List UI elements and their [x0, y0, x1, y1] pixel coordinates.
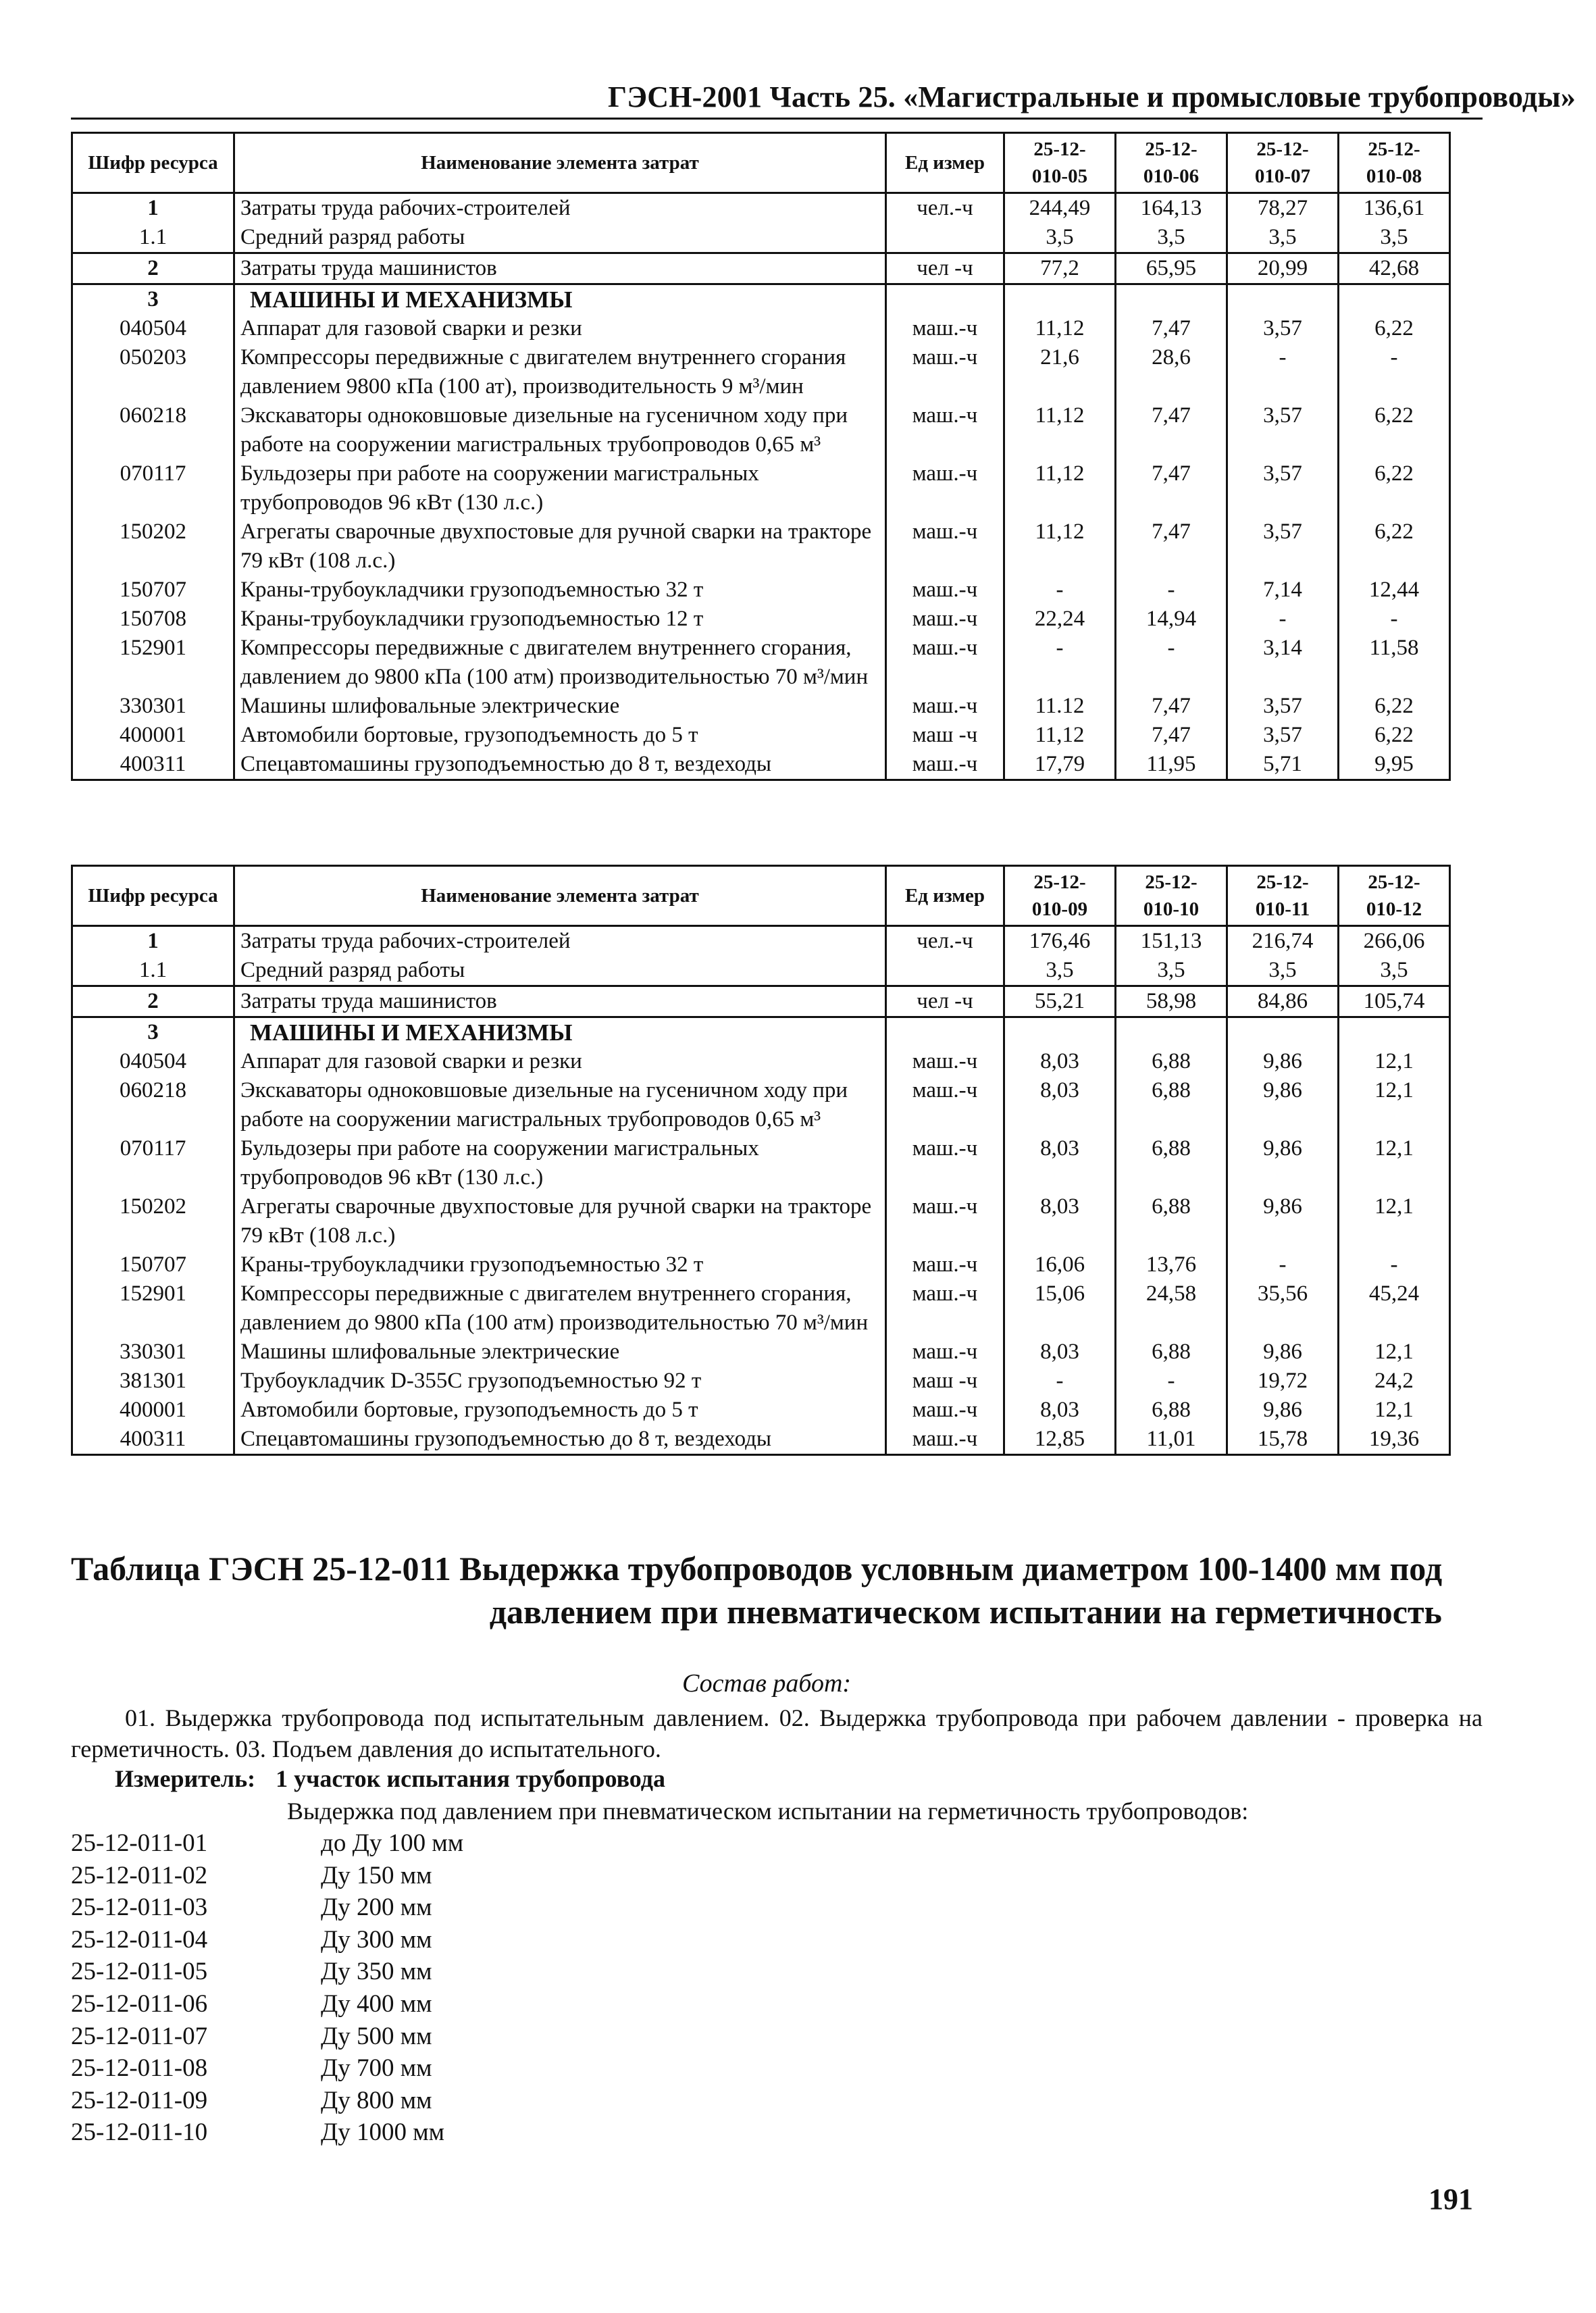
resource-code: 1.1: [72, 223, 234, 253]
norm-description: Ду 400 мм: [321, 1989, 432, 2018]
value-cell: [1227, 284, 1339, 315]
table-row: [72, 193, 1450, 224]
resource-table-2: [71, 865, 1451, 1456]
value-cell: 19,72: [1227, 1367, 1339, 1396]
unit-cell: маш.-ч: [886, 343, 1004, 401]
unit-cell: чел -ч: [886, 253, 1004, 284]
resource-code: 150202: [72, 1192, 234, 1250]
table-row: [72, 956, 1450, 986]
resource-name: Затраты труда рабочих-строителей: [234, 193, 886, 224]
value-cell: 11,12: [1004, 721, 1116, 750]
unit-cell: маш.-ч: [886, 314, 1004, 343]
resource-name: Агрегаты сварочные двухпостовые для ручной сварки на тракторе 79 кВт (108 л.с.): [234, 517, 886, 576]
table-row: [72, 1279, 1450, 1338]
unit-cell: маш -ч: [886, 721, 1004, 750]
unit-cell: маш.-ч: [886, 401, 1004, 459]
table-row: [72, 1017, 1450, 1048]
resource-code: 400311: [72, 1425, 234, 1455]
value-cell: 9,86: [1227, 1047, 1339, 1076]
unit-cell: [886, 956, 1004, 986]
value-cell: -: [1339, 1250, 1450, 1279]
resource-code: 330301: [72, 1338, 234, 1367]
resource-code: 150708: [72, 605, 234, 634]
resource-code: 152901: [72, 1279, 234, 1338]
unit-cell: маш.-ч: [886, 1279, 1004, 1338]
norm-description: Ду 350 мм: [321, 1958, 432, 1986]
table-row: [72, 1396, 1450, 1425]
list-item: [71, 2116, 463, 2149]
list-item: [71, 1988, 463, 2020]
resource-code: 3: [72, 1017, 234, 1048]
resource-name: Компрессоры передвижные с двигателем внутреннего сгорания, давлением до 9800 кПа (100 атм) производительностью 70 м³/мин: [234, 1279, 886, 1338]
norm-code: 25-12-011-09: [71, 2086, 208, 2114]
value-cell: [1116, 1017, 1227, 1048]
norm-code: 25-12-011-02: [71, 1861, 208, 1889]
resource-name: Автомобили бортовые, грузоподъемность до 5 т: [234, 1396, 886, 1425]
unit-cell: маш.-ч: [886, 1076, 1004, 1134]
value-cell: 9,95: [1339, 750, 1450, 780]
value-cell: 7,14: [1227, 576, 1339, 605]
value-cell: 3,5: [1116, 956, 1227, 986]
value-cell: 9,86: [1227, 1338, 1339, 1367]
measure-unit: Измеритель: 1 участок испытания трубопровода: [115, 1765, 665, 1792]
value-cell: 11.12: [1004, 692, 1116, 721]
value-cell: 12,1: [1339, 1192, 1450, 1250]
col-norm-header: 25-12- 010-08: [1339, 133, 1450, 193]
value-cell: 11,12: [1004, 401, 1116, 459]
norm-description: до Ду 100 мм: [321, 1829, 464, 1857]
norm-code-list: [71, 1827, 463, 2149]
value-cell: 6,88: [1116, 1396, 1227, 1425]
norm-code: 25-12-011-03: [71, 1893, 208, 1922]
value-cell: 65,95: [1116, 253, 1227, 284]
unit-cell: маш.-ч: [886, 605, 1004, 634]
value-cell: 15,06: [1004, 1279, 1116, 1338]
col-norm-header: 25-12- 010-05: [1004, 133, 1116, 193]
unit-cell: [886, 1017, 1004, 1048]
value-cell: [1227, 1017, 1339, 1048]
table-row: [72, 223, 1450, 253]
norm-code: 25-12-011-07: [71, 2022, 208, 2050]
resource-name: МАШИНЫ И МЕХАНИЗМЫ: [234, 284, 886, 315]
value-cell: 9,86: [1227, 1192, 1339, 1250]
table-row: [72, 1047, 1450, 1076]
header-rule: [71, 118, 1483, 120]
unit-cell: маш.-ч: [886, 750, 1004, 780]
value-cell: 12,1: [1339, 1076, 1450, 1134]
value-cell: 9,86: [1227, 1396, 1339, 1425]
value-cell: 8,03: [1004, 1338, 1116, 1367]
resource-name: Экскаваторы одноковшовые дизельные на гусеничном ходу при работе на сооружении магистральных трубопроводов 0,65 м³: [234, 1076, 886, 1134]
value-cell: 136,61: [1339, 193, 1450, 224]
col-norm-header: 25-12- 010-07: [1227, 133, 1339, 193]
col-name-header: Наименование элемента затрат: [234, 133, 886, 193]
value-cell: 6,22: [1339, 721, 1450, 750]
col-norm-header: 25-12- 010-11: [1227, 866, 1339, 926]
value-cell: 12,44: [1339, 576, 1450, 605]
value-cell: 15,78: [1227, 1425, 1339, 1455]
table-body: [72, 193, 1450, 780]
value-cell: 9,86: [1227, 1076, 1339, 1134]
value-cell: 77,2: [1004, 253, 1116, 284]
col-norm-header: 25-12- 010-06: [1116, 133, 1227, 193]
table-row: [72, 721, 1450, 750]
work-composition-text: 01. Выдержка трубопровода под испытательным давлением. 02. Выдержка трубопровода при рабочем давлении - проверка на герметичность. 03. Подъем давления до испытательного.: [71, 1704, 1483, 1762]
resource-code: 1: [72, 926, 234, 957]
table-row: [72, 986, 1450, 1017]
unit-cell: [886, 284, 1004, 315]
norm-description: Ду 500 мм: [321, 2022, 432, 2050]
value-cell: 176,46: [1004, 926, 1116, 957]
resource-name: Экскаваторы одноковшовые дизельные на гусеничном ходу при работе на сооружении магистральных трубопроводов 0,65 м³: [234, 401, 886, 459]
norm-code: 25-12-011-01: [71, 1829, 208, 1857]
table-row: [72, 1338, 1450, 1367]
value-cell: -: [1116, 634, 1227, 692]
value-cell: 3,5: [1339, 223, 1450, 253]
unit-cell: маш.-ч: [886, 1338, 1004, 1367]
value-cell: 28,6: [1116, 343, 1227, 401]
table-row: [72, 284, 1450, 315]
value-cell: 216,74: [1227, 926, 1339, 957]
col-name-header: Наименование элемента затрат: [234, 866, 886, 926]
value-cell: 3,57: [1227, 692, 1339, 721]
unit-cell: [886, 223, 1004, 253]
value-cell: [1004, 284, 1116, 315]
resource-code: 060218: [72, 1076, 234, 1134]
value-cell: 78,27: [1227, 193, 1339, 224]
resource-code: 150707: [72, 576, 234, 605]
value-cell: 3,57: [1227, 721, 1339, 750]
value-cell: 7,47: [1116, 314, 1227, 343]
resource-code: 381301: [72, 1367, 234, 1396]
value-cell: 7,47: [1116, 459, 1227, 517]
value-cell: 6,88: [1116, 1338, 1227, 1367]
value-cell: 55,21: [1004, 986, 1116, 1017]
work-composition-heading: Состав работ:: [682, 1669, 852, 1698]
value-cell: 11,95: [1116, 750, 1227, 780]
resource-table-1: [71, 132, 1451, 781]
value-cell: 151,13: [1116, 926, 1227, 957]
value-cell: 16,06: [1004, 1250, 1116, 1279]
value-cell: 24,2: [1339, 1367, 1450, 1396]
resource-name: Затраты труда машинистов: [234, 253, 886, 284]
unit-cell: чел.-ч: [886, 926, 1004, 957]
list-item: [71, 1827, 463, 1860]
col-unit-header: Ед измер: [886, 866, 1004, 926]
col-norm-header: 25-12- 010-12: [1339, 866, 1450, 926]
value-cell: 3,5: [1339, 956, 1450, 986]
table-row: [72, 314, 1450, 343]
list-item: [71, 1956, 463, 1988]
value-cell: 6,22: [1339, 401, 1450, 459]
resource-name: Агрегаты сварочные двухпостовые для ручной сварки на тракторе 79 кВт (108 л.с.): [234, 1192, 886, 1250]
value-cell: 3,5: [1227, 956, 1339, 986]
unit-cell: маш.-ч: [886, 459, 1004, 517]
value-cell: 3,5: [1227, 223, 1339, 253]
value-cell: [1004, 1017, 1116, 1048]
norm-code: 25-12-011-06: [71, 1989, 208, 2018]
page-number: 191: [1428, 2183, 1473, 2216]
value-cell: 3,5: [1004, 956, 1116, 986]
table-header-row: [72, 866, 1450, 926]
resource-name: Затраты труда рабочих-строителей: [234, 926, 886, 957]
unit-cell: маш.-ч: [886, 517, 1004, 576]
resource-name: Аппарат для газовой сварки и резки: [234, 1047, 886, 1076]
value-cell: 84,86: [1227, 986, 1339, 1017]
unit-cell: маш.-ч: [886, 1047, 1004, 1076]
value-cell: 6,22: [1339, 692, 1450, 721]
resource-name: Аппарат для газовой сварки и резки: [234, 314, 886, 343]
table-row: [72, 401, 1450, 459]
value-cell: 8,03: [1004, 1396, 1116, 1425]
resource-code: 400001: [72, 721, 234, 750]
resource-name: Компрессоры передвижные с двигателем внутреннего сгорания, давлением до 9800 кПа (100 атм) производительностью 70 м³/мин: [234, 634, 886, 692]
value-cell: 42,68: [1339, 253, 1450, 284]
running-header: ГЭСН-2001 Часть 25. «Магистральные и промысловые трубопроводы»: [608, 80, 1576, 113]
resource-name: Компрессоры передвижные с двигателем внутреннего сгорания давлением 9800 кПа (100 ат), производительность 9 м³/мин: [234, 343, 886, 401]
resource-name: Спецавтомашины грузоподъемностью до 8 т, вездеходы: [234, 1425, 886, 1455]
list-item: [71, 1860, 463, 1892]
norm-subheading: Выдержка под давлением при пневматическом испытании на герметичность трубопроводов:: [287, 1798, 1249, 1825]
value-cell: -: [1339, 605, 1450, 634]
unit-cell: маш.-ч: [886, 1425, 1004, 1455]
value-cell: 6,22: [1339, 314, 1450, 343]
resource-code: 040504: [72, 314, 234, 343]
unit-cell: маш.-ч: [886, 1250, 1004, 1279]
unit-cell: чел -ч: [886, 986, 1004, 1017]
value-cell: -: [1227, 343, 1339, 401]
value-cell: 58,98: [1116, 986, 1227, 1017]
unit-cell: маш.-ч: [886, 692, 1004, 721]
resource-name: Автомобили бортовые, грузоподъемность до 5 т: [234, 721, 886, 750]
resource-code: 050203: [72, 343, 234, 401]
value-cell: 5,71: [1227, 750, 1339, 780]
unit-cell: маш.-ч: [886, 1192, 1004, 1250]
value-cell: 13,76: [1116, 1250, 1227, 1279]
table-row: [72, 459, 1450, 517]
value-cell: 6,22: [1339, 459, 1450, 517]
value-cell: 3,14: [1227, 634, 1339, 692]
list-item: [71, 2020, 463, 2053]
resource-code: 330301: [72, 692, 234, 721]
value-cell: -: [1339, 343, 1450, 401]
resource-code: 3: [72, 284, 234, 315]
table-row: [72, 1250, 1450, 1279]
value-cell: 11,01: [1116, 1425, 1227, 1455]
value-cell: 7,47: [1116, 401, 1227, 459]
value-cell: [1116, 284, 1227, 315]
unit-cell: маш.-ч: [886, 1134, 1004, 1192]
table-row: [72, 1192, 1450, 1250]
value-cell: 266,06: [1339, 926, 1450, 957]
value-cell: -: [1004, 634, 1116, 692]
resource-name: Краны-трубоукладчики грузоподъемностью 12 т: [234, 605, 886, 634]
norm-description: Ду 800 мм: [321, 2086, 432, 2114]
value-cell: 164,13: [1116, 193, 1227, 224]
value-cell: 3,57: [1227, 401, 1339, 459]
value-cell: 21,6: [1004, 343, 1116, 401]
value-cell: 6,88: [1116, 1076, 1227, 1134]
value-cell: 12,1: [1339, 1047, 1450, 1076]
resource-code: 040504: [72, 1047, 234, 1076]
value-cell: -: [1227, 605, 1339, 634]
col-code-header: Шифр ресурса: [72, 866, 234, 926]
col-code-header: Шифр ресурса: [72, 133, 234, 193]
resource-name: Бульдозеры при работе на сооружении магистральных трубопроводов 96 кВт (130 л.с.): [234, 1134, 886, 1192]
table-row: [72, 1425, 1450, 1455]
value-cell: 14,94: [1116, 605, 1227, 634]
resource-code: 1.1: [72, 956, 234, 986]
value-cell: 8,03: [1004, 1192, 1116, 1250]
value-cell: 45,24: [1339, 1279, 1450, 1338]
unit-cell: маш.-ч: [886, 1396, 1004, 1425]
value-cell: 17,79: [1004, 750, 1116, 780]
resource-name: Спецавтомашины грузоподъемностью до 8 т, вездеходы: [234, 750, 886, 780]
value-cell: 244,49: [1004, 193, 1116, 224]
value-cell: 12,1: [1339, 1134, 1450, 1192]
table-row: [72, 1367, 1450, 1396]
table-row: [72, 343, 1450, 401]
col-norm-header: 25-12- 010-10: [1116, 866, 1227, 926]
value-cell: 8,03: [1004, 1134, 1116, 1192]
value-cell: 11,58: [1339, 634, 1450, 692]
norm-description: Ду 300 мм: [321, 1925, 432, 1954]
section-title: Таблица ГЭСН 25-12-011 Выдержка трубопроводов условным диаметром 100-1400 мм под давлением при пневматическом испытании на герметичность: [71, 1550, 1443, 1631]
resource-code: 1: [72, 193, 234, 224]
value-cell: 12,85: [1004, 1425, 1116, 1455]
value-cell: 6,88: [1116, 1047, 1227, 1076]
unit-cell: маш.-ч: [886, 634, 1004, 692]
value-cell: 8,03: [1004, 1047, 1116, 1076]
value-cell: 19,36: [1339, 1425, 1450, 1455]
resource-name: Бульдозеры при работе на сооружении магистральных трубопроводов 96 кВт (130 л.с.): [234, 459, 886, 517]
unit-cell: маш -ч: [886, 1367, 1004, 1396]
table-row: [72, 1076, 1450, 1134]
value-cell: 9,86: [1227, 1134, 1339, 1192]
unit-cell: чел.-ч: [886, 193, 1004, 224]
resource-name: Машины шлифовальные электрические: [234, 1338, 886, 1367]
value-cell: -: [1227, 1250, 1339, 1279]
value-cell: 3,57: [1227, 459, 1339, 517]
resource-code: 070117: [72, 459, 234, 517]
value-cell: 12,1: [1339, 1396, 1450, 1425]
norm-code: 25-12-011-08: [71, 2054, 208, 2083]
resource-name: Краны-трубоукладчики грузоподъемностью 32 т: [234, 1250, 886, 1279]
value-cell: 11,12: [1004, 517, 1116, 576]
col-unit-header: Ед измер: [886, 133, 1004, 193]
table-row: [72, 634, 1450, 692]
resource-code: 060218: [72, 401, 234, 459]
col-norm-header: 25-12- 010-09: [1004, 866, 1116, 926]
norm-code: 25-12-011-04: [71, 1925, 208, 1954]
value-cell: 6,88: [1116, 1134, 1227, 1192]
value-cell: 105,74: [1339, 986, 1450, 1017]
value-cell: 3,57: [1227, 314, 1339, 343]
value-cell: 11,12: [1004, 314, 1116, 343]
value-cell: -: [1004, 576, 1116, 605]
value-cell: 12,1: [1339, 1338, 1450, 1367]
list-item: [71, 2052, 463, 2085]
resource-name: Средний разряд работы: [234, 956, 886, 986]
value-cell: 22,24: [1004, 605, 1116, 634]
value-cell: -: [1116, 1367, 1227, 1396]
list-item: [71, 1924, 463, 1956]
norm-code: 25-12-011-05: [71, 1958, 208, 1986]
value-cell: 11,12: [1004, 459, 1116, 517]
value-cell: -: [1004, 1367, 1116, 1396]
unit-cell: маш.-ч: [886, 576, 1004, 605]
value-cell: 3,5: [1004, 223, 1116, 253]
value-cell: 35,56: [1227, 1279, 1339, 1338]
resource-code: 400311: [72, 750, 234, 780]
table-row: [72, 926, 1450, 957]
resource-name: Трубоукладчик D-355C грузоподъемностью 92 т: [234, 1367, 886, 1396]
norm-description: Ду 1000 мм: [321, 2118, 445, 2147]
table-row: [72, 253, 1450, 284]
resource-code: 150202: [72, 517, 234, 576]
value-cell: [1339, 1017, 1450, 1048]
value-cell: 20,99: [1227, 253, 1339, 284]
table-row: [72, 750, 1450, 780]
resource-code: 152901: [72, 634, 234, 692]
value-cell: 7,47: [1116, 517, 1227, 576]
table-header-row: [72, 133, 1450, 193]
value-cell: 6,22: [1339, 517, 1450, 576]
list-item: [71, 2085, 463, 2117]
table-row: [72, 576, 1450, 605]
resource-name: Машины шлифовальные электрические: [234, 692, 886, 721]
resource-code: 2: [72, 986, 234, 1017]
value-cell: 3,5: [1116, 223, 1227, 253]
table-row: [72, 1134, 1450, 1192]
value-cell: 24,58: [1116, 1279, 1227, 1338]
value-cell: 7,47: [1116, 692, 1227, 721]
table-row: [72, 517, 1450, 576]
resource-name: Средний разряд работы: [234, 223, 886, 253]
norm-description: Ду 200 мм: [321, 1893, 432, 1922]
table-body: [72, 926, 1450, 1455]
value-cell: -: [1116, 576, 1227, 605]
norm-code: 25-12-011-10: [71, 2118, 208, 2147]
table-row: [72, 605, 1450, 634]
value-cell: 6,88: [1116, 1192, 1227, 1250]
resource-name: Краны-трубоукладчики грузоподъемностью 32 т: [234, 576, 886, 605]
value-cell: 7,47: [1116, 721, 1227, 750]
resource-code: 400001: [72, 1396, 234, 1425]
resource-code: 070117: [72, 1134, 234, 1192]
resource-code: 150707: [72, 1250, 234, 1279]
norm-description: Ду 150 мм: [321, 1861, 432, 1889]
value-cell: 3,57: [1227, 517, 1339, 576]
resource-name: Затраты труда машинистов: [234, 986, 886, 1017]
resource-name: МАШИНЫ И МЕХАНИЗМЫ: [234, 1017, 886, 1048]
resource-code: 2: [72, 253, 234, 284]
value-cell: 8,03: [1004, 1076, 1116, 1134]
table-row: [72, 692, 1450, 721]
list-item: [71, 1891, 463, 1924]
norm-description: Ду 700 мм: [321, 2054, 432, 2083]
value-cell: [1339, 284, 1450, 315]
